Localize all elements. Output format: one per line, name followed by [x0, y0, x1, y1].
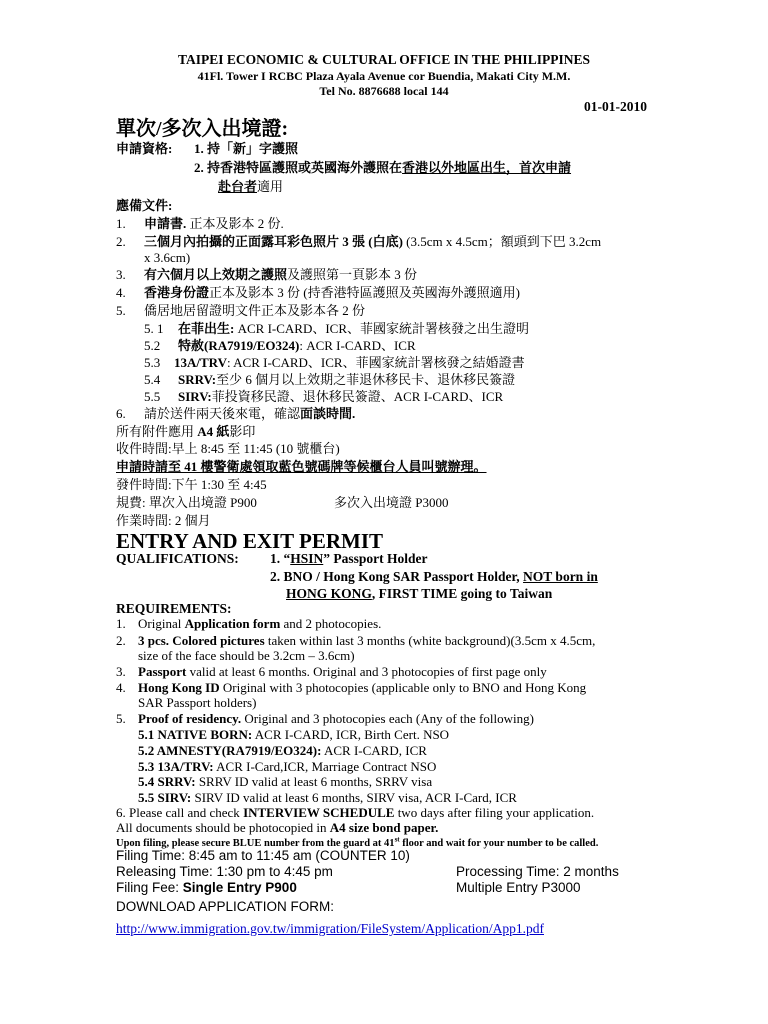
zh-req-5-1: 5. 1 在菲出生: ACR I-CARD、ICR、菲國家統計署核發之出生證明	[144, 321, 530, 336]
en-req-label: REQUIREMENTS:	[116, 601, 232, 616]
zh-req-2-cont: x 3.6cm)	[144, 250, 191, 265]
office-title: TAIPEI ECONOMIC & CULTURAL OFFICE IN THE PHILIPPINES	[178, 52, 590, 67]
en-req-5-4: 5.4 SRRV: SRRV ID valid at least 6 months, SRRV visa	[138, 774, 433, 789]
zh-qual-1: 1. 持「新」字護照	[194, 141, 299, 156]
en-qual-1: 1. “HSIN” Passport Holder	[270, 551, 428, 566]
en-req-5-1: 5.1 NATIVE BORN: ACR I-CARD, ICR, Birth Cert. NSO	[138, 727, 450, 742]
en-req-5-2: 5.2 AMNESTY(RA7919/EO324): ACR I-CARD, ICR	[138, 743, 427, 758]
zh-fee-multi: 多次入出境證 P3000	[334, 495, 449, 510]
en-multiple-entry-fee: Multiple Entry P3000	[456, 880, 581, 895]
en-req-1: 1. Original Application form and 2 photocopies.	[116, 616, 382, 631]
document-date: 01-01-2010	[584, 99, 647, 114]
zh-a4-note: 所有附件應用 A4 紙影印	[116, 424, 256, 439]
zh-receive-time: 收件時間:早上 8:45 至 11:45 (10 號櫃台)	[116, 441, 340, 456]
zh-qual-label: 申請資格:	[116, 141, 173, 156]
zh-title: 單次/多次入出境證:	[116, 118, 289, 140]
zh-req-5-2: 5.2 特赦(RA7919/EO324): ACR I-CARD、ICR	[144, 338, 416, 353]
zh-req-5-3: 5.3 13A/TRV: ACR I-CARD、ICR、菲國家統計署核發之結婚證書	[144, 355, 525, 370]
zh-req-5-5: 5.5 SIRV:菲投資移民證、退休移民簽證、ACR I-CARD、ICR	[144, 389, 504, 404]
zh-req-1: 1. 申請書. 正本及影本 2 份.	[116, 216, 284, 231]
en-req-3: 3. Passport valid at least 6 months. Original and 3 photocopies of first page only	[116, 664, 547, 679]
zh-qual-2a: 2. 持香港特區護照或英國海外護照在香港以外地區出生，首次申請	[194, 160, 572, 175]
zh-work-time: 作業時間: 2 個月	[116, 513, 211, 528]
en-req-2: 2. 3 pcs. Colored pictures taken within last 3 months (white background)(3.5cm x 4.5cm,	[116, 633, 596, 648]
zh-docs-label: 應備文件:	[116, 198, 173, 213]
en-processing-time: Processing Time: 2 months	[456, 864, 619, 879]
zh-req-2: 2. 三個月內拍攝的正面露耳彩色照片 3 張 (白底) (3.5cm x 4.5cm；額頭到下巴 3.2cm	[116, 234, 602, 249]
en-qual-2: 2. BNO / Hong Kong SAR Passport Holder, NOT born in	[270, 569, 598, 584]
en-releasing-time: Releasing Time: 1:30 pm to 4:45 pm	[116, 864, 333, 879]
zh-req-5-4: 5.4 SRRV:至少 6 個月以上效期之菲退休移民卡、退休移民簽證	[144, 372, 516, 387]
en-req-5-3: 5.3 13A/TRV: ACR I-Card,ICR, Marriage Contract NSO	[138, 759, 437, 774]
zh-req-3: 3. 有六個月以上效期之護照及護照第一頁影本 3 份	[116, 267, 418, 282]
en-req-2-cont: size of the face should be 3.2cm – 3.6cm)	[138, 648, 355, 663]
en-title: ENTRY AND EXIT PERMIT	[116, 529, 384, 553]
zh-release-time: 發件時間:下午 1:30 至 4:45	[116, 477, 267, 492]
en-a4-note: All documents should be photocopied in A4 size bond paper.	[116, 820, 439, 835]
zh-qual-2b: 赴台者適用	[218, 179, 284, 194]
zh-req-6: 6. 請於送件兩天後來電，確認面談時間.	[116, 406, 356, 421]
zh-notice: 申請時請至 41 樓警衛處領取藍色號碼牌等候櫃台人員叫號辦理。	[116, 459, 487, 474]
en-qual-label: QUALIFICATIONS:	[116, 551, 239, 566]
en-filing-fee: Filing Fee: Single Entry P900	[116, 880, 297, 895]
zh-req-4: 4. 香港身份證正本及影本 3 份 (持香港特區護照及英國海外護照適用)	[116, 285, 520, 300]
en-qual-2-cont: HONG KONG, FIRST TIME going to Taiwan	[286, 586, 553, 601]
en-filing-time: Filing Time: 8:45 am to 11:45 am (COUNTER 10)	[116, 848, 410, 863]
zh-fee-single: 規費: 單次入出境證 P900	[116, 495, 257, 510]
en-req-4-cont: SAR Passport holders)	[138, 695, 257, 710]
en-req-5: 5. Proof of residency. Original and 3 photocopies each (Any of the following)	[116, 711, 534, 726]
en-req-5-5: 5.5 SIRV: SIRV ID valid at least 6 months, SIRV visa, ACR I-Card, ICR	[138, 790, 517, 805]
office-address: 41Fl. Tower I RCBC Plaza Ayala Avenue cor Buendia, Makati City M.M.	[197, 69, 571, 83]
office-tel: Tel No. 8876688 local 144	[319, 84, 449, 98]
en-download-label: DOWNLOAD APPLICATION FORM:	[116, 899, 335, 914]
application-form-link[interactable]: http://www.immigration.gov.tw/immigration/FileSystem/Application/App1.pdf	[116, 921, 544, 936]
zh-req-5: 5. 僑居地居留證明文件正本及影本各 2 份	[116, 303, 366, 318]
en-upon-filing: Upon filing, please secure BLUE number from the guard at 41st floor and wait for your number to be called.	[116, 835, 599, 849]
en-req-4: 4. Hong Kong ID Original with 3 photocopies (applicable only to BNO and Hong Kong	[116, 680, 587, 695]
en-req-6: 6. Please call and check INTERVIEW SCHEDULE two days after filing your application.	[116, 805, 595, 820]
